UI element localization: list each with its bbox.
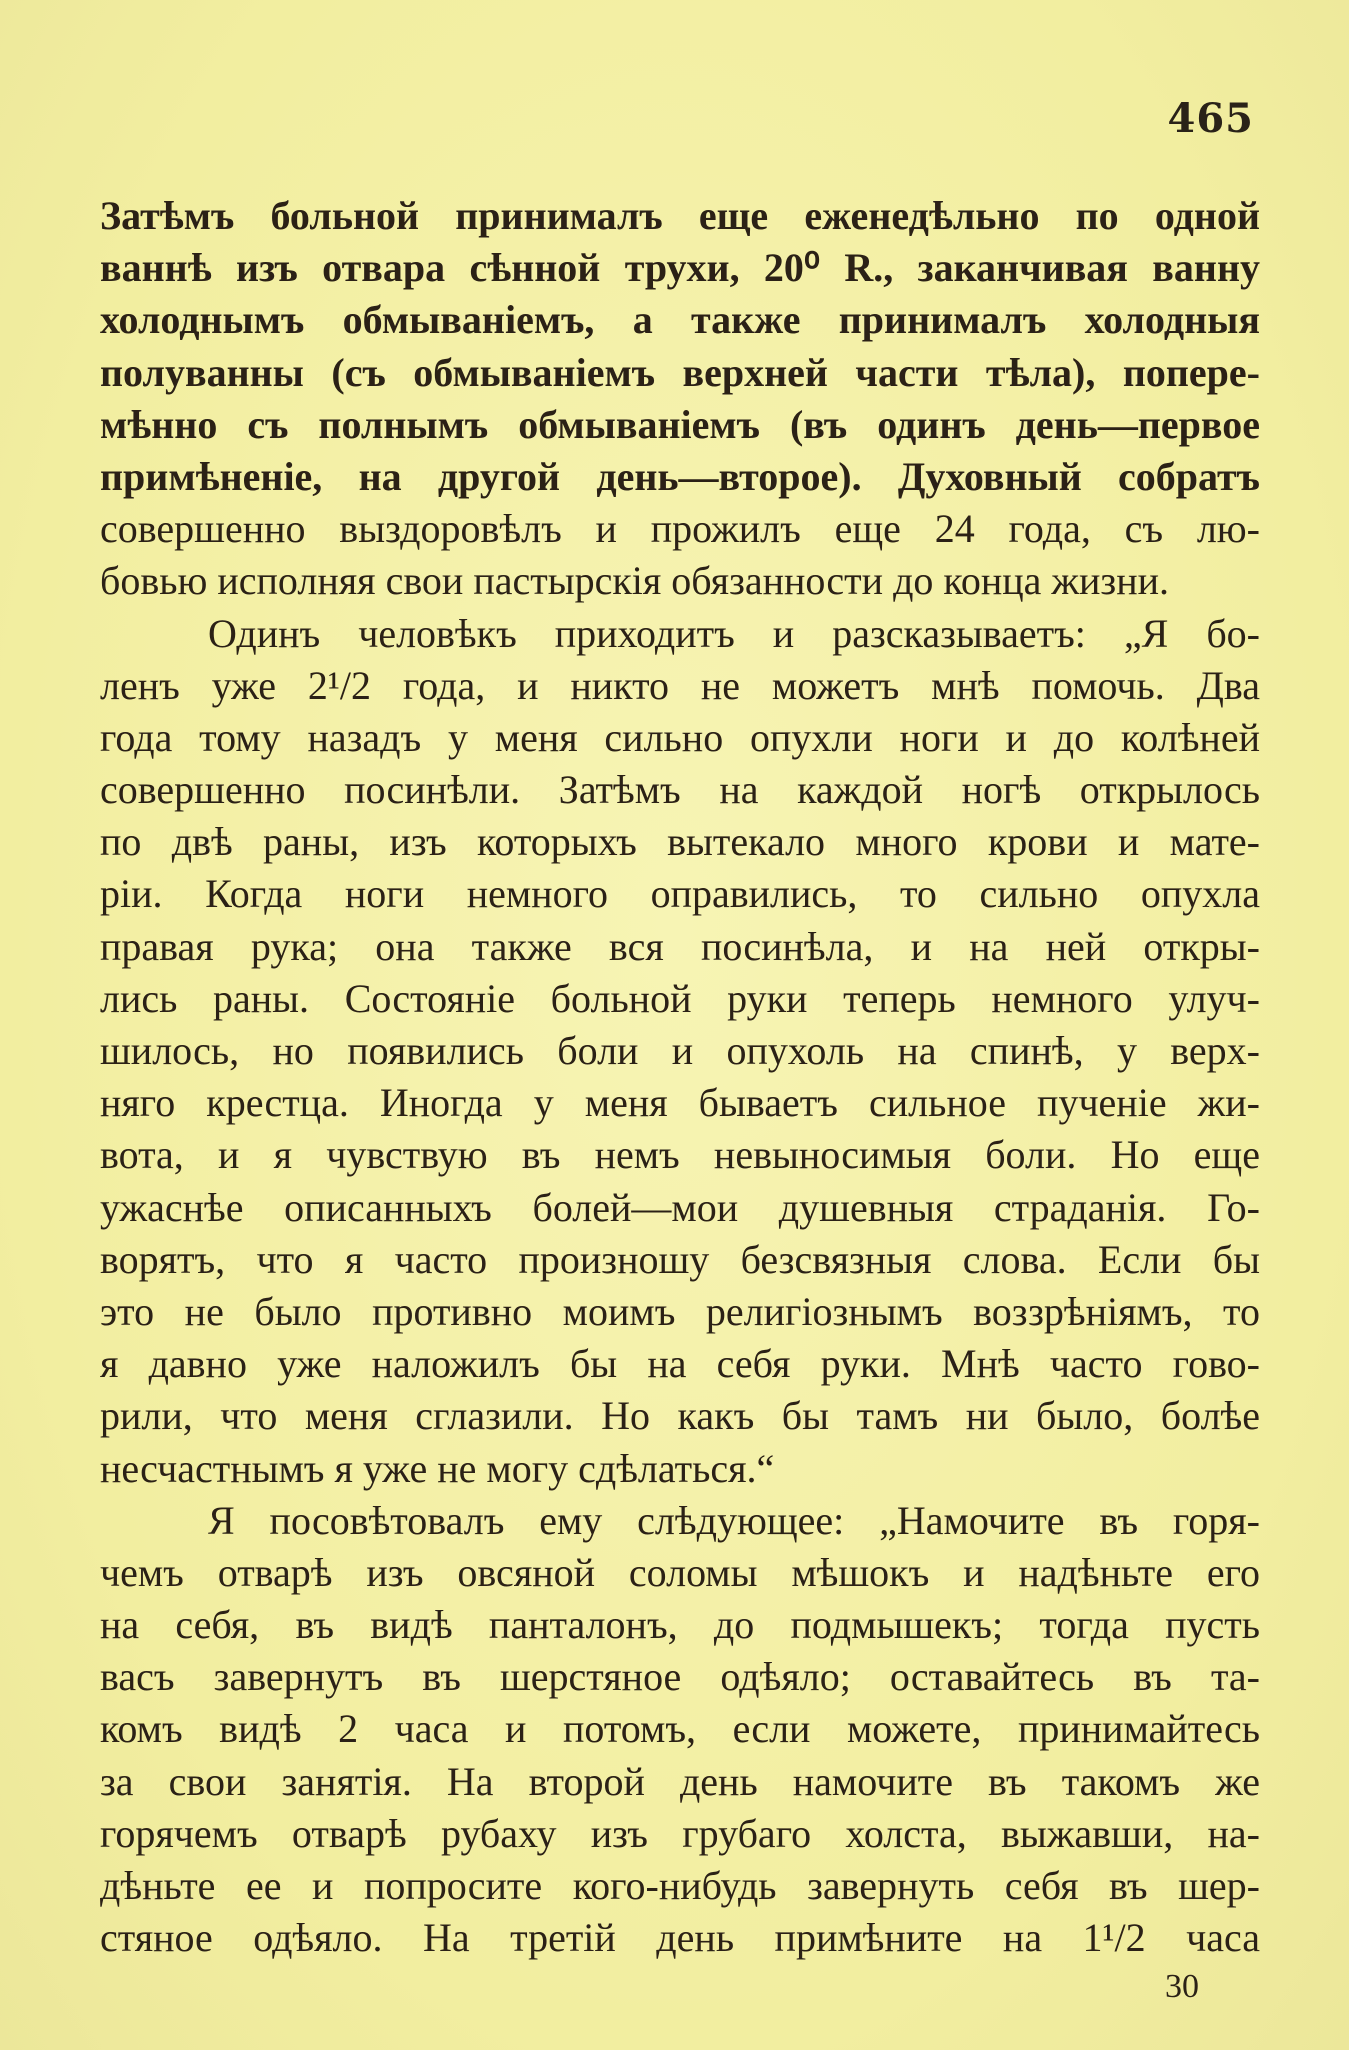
text-line: Я посовѣтовалъ ему слѣдующее: „Намочите въ горя- bbox=[208, 1497, 1260, 1543]
text-line: бовью исполняя свои пастырскія обязанности до конца жизни. bbox=[100, 558, 1170, 604]
text-line: Одинъ человѣкъ приходитъ и разсказываетъ: „Я бо- bbox=[208, 610, 1260, 656]
text-line: Затѣмъ больной принималъ еще еженедѣльно по одной bbox=[100, 193, 1260, 238]
text-line: васъ завернутъ въ шерстяное одѣяло; оставайтесь въ та- bbox=[100, 1654, 1260, 1700]
text-line: ворятъ, что я часто произношу безсвязныя слова. Если бы bbox=[100, 1236, 1260, 1282]
text-line: холоднымъ обмываніемъ, а также принималъ холодныя bbox=[100, 297, 1260, 343]
text-line: комъ видѣ 2 часа и потомъ, если можете, принимайтесь bbox=[100, 1706, 1260, 1752]
text-line: ленъ уже 2¹/2 года, и никто не можетъ мнѣ помочь. Два bbox=[100, 662, 1260, 708]
text-line: на себя, въ видѣ панталонъ, до подмышекъ; тогда пусть bbox=[100, 1602, 1260, 1648]
text-line: ріи. Когда ноги немного оправились, то сильно опухла bbox=[100, 871, 1260, 917]
text-line: примѣненіе, на другой день—второе). Духовный собратъ bbox=[100, 453, 1260, 499]
text-line: няго крестца. Иногда у меня бываетъ сильное пученіе жи- bbox=[100, 1080, 1260, 1126]
text-line: шилось, но появились боли и опухоль на спинѣ, у верх- bbox=[100, 1028, 1260, 1073]
text-line: это не было противно моимъ религіознымъ воззрѣніямъ, то bbox=[100, 1288, 1260, 1334]
text-line: года тому назадъ у меня сильно опухли ноги и до колѣней bbox=[100, 714, 1260, 760]
text-line: лись раны. Состояніе больной руки теперь немного улуч- bbox=[100, 975, 1260, 1021]
text-line: чемъ отварѣ изъ овсяной соломы мѣшокъ и надѣньте его bbox=[100, 1549, 1260, 1595]
text-line: правая рука; она также вся посинѣла, и на ней откры- bbox=[100, 923, 1260, 969]
signature-number: 30 bbox=[1165, 1968, 1199, 2005]
text-line: совершенно выздоровѣлъ и прожилъ еще 24 года, съ лю- bbox=[100, 506, 1260, 552]
text-line: несчастнымъ я уже не могу сдѣлаться.“ bbox=[100, 1445, 775, 1491]
text-line: за свои занятія. На второй день намочите въ такомъ же bbox=[100, 1758, 1260, 1804]
text-line: стяное одѣяло. На третій день примѣните на 1¹/2 часа bbox=[100, 1915, 1260, 1961]
text-line: вота, и я чувствую въ немъ невыносимыя боли. Но еще bbox=[100, 1132, 1260, 1178]
text-line: горячемъ отварѣ рубаху изъ грубаго холста, выжавши, на- bbox=[100, 1810, 1260, 1856]
text-line: по двѣ раны, изъ которыхъ вытекало много крови и мате- bbox=[100, 819, 1260, 865]
text-line: дѣньте ее и попросите кого-нибудь завернуть себя въ шер- bbox=[100, 1863, 1260, 1908]
text-line: я давно уже наложилъ бы на себя руки. Мнѣ часто гово- bbox=[100, 1341, 1260, 1387]
text-line: рили, что меня сглазили. Но какъ бы тамъ ни было, болѣе bbox=[100, 1393, 1260, 1439]
text-line: мѣнно съ полнымъ обмываніемъ (въ одинъ день—первое bbox=[100, 401, 1260, 447]
page-number: 465 bbox=[1167, 95, 1254, 142]
text-line: совершенно посинѣли. Затѣмъ на каждой ногѣ открылось bbox=[100, 767, 1260, 813]
text-line: ваннѣ изъ отвара сѣнной трухи, 20⁰ R., заканчивая ванну bbox=[100, 245, 1260, 291]
text-line: полуванны (съ обмываніемъ верхней части тѣла), попере- bbox=[100, 349, 1260, 395]
text-line: ужаснѣе описанныхъ болей—мои душевныя страданія. Го- bbox=[100, 1184, 1260, 1230]
body-text bbox=[100, 190, 1260, 1964]
